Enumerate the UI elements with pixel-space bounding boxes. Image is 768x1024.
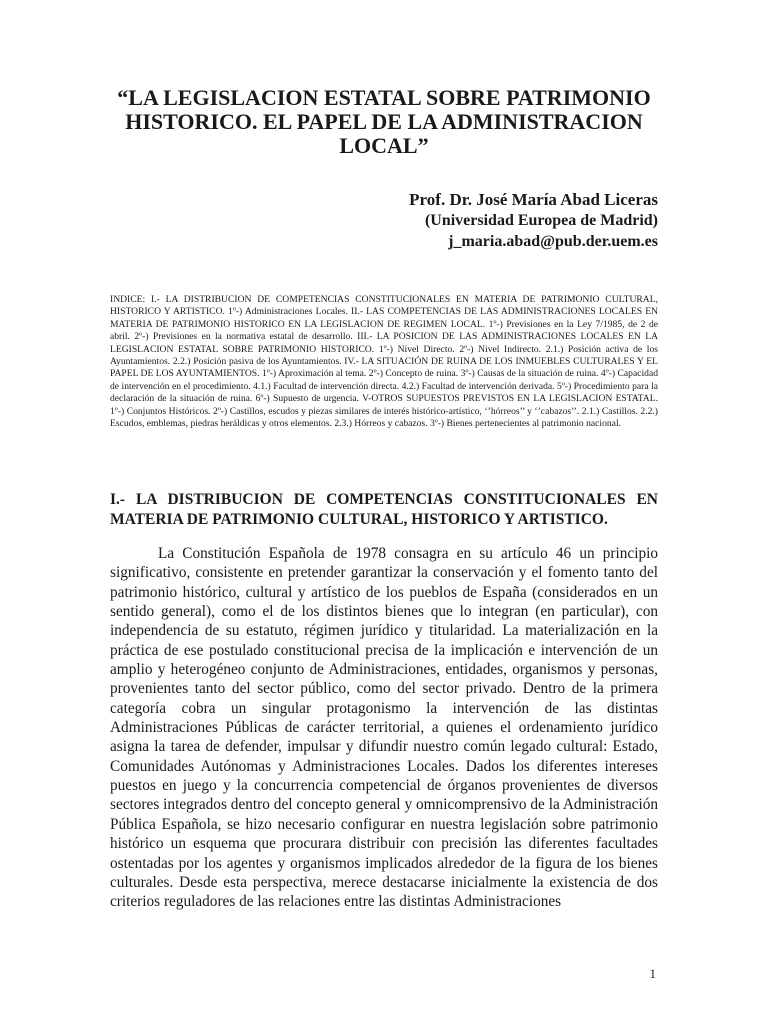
document-title: “LA LEGISLACION ESTATAL SOBRE PATRIMONIO HISTORICO. EL PAPEL DE LA ADMINISTRACION LOCAL” bbox=[117, 85, 651, 158]
author-block bbox=[409, 189, 658, 252]
table-of-contents: INDICE: I.- LA DISTRIBUCION DE COMPETENCIAS CONSTITUCIONALES EN MATERIA DE PATRIMONIO CULTURAL, HISTORICO Y ARTISTICO. 1º-) Administraciones Locales. II.- LAS COMPETENCIAS DE LAS ADMINISTRACIONES LOCALES EN MATERIA DE PATRIMONIO HISTORICO EN LA LEGISLACION DE REGIMEN LOCAL. 1º-) Previsiones en la Ley 7/1985, de 2 de abril. 2º-) Previsiones en la normativa estatal de desarrollo. III.- LA POSICION DE LAS ADMINISTRACIONES LOCALES EN LA LEGISLACION ESTATAL SOBRE PATRIMONIO HISTORICO. 1º-) Nivel Directo. 2º-) Nivel Indirecto. 2.1.) Posición activa de los Ayuntamientos. 2.2.) Posición pasiva de los Ayuntamientos. IV.- LA SITUACIÓN DE RUINA DE LOS INMUEBLES CULTURALES Y EL PAPEL DE LOS AYUNTAMIENTOS. 1º-) Aproximación al tema. 2º-) Concepto de ruina. 3º-) Causas de la situación de ruina. 4º-) Capacidad de intervención en el procedimiento. 4.1.) Facultad de intervención directa. 4.2.) Facultad de intervención derivada. 5º-) Procedimiento para la declaración de la situación de ruina. 6º-) Supuesto de urgencia. V-OTROS SUPUESTOS PREVISTOS EN LA LEGISLACION ESTATAL. 1º-) Conjuntos Históricos. 2º-) Castillos, escudos y piezas similares de interés histórico-artístico, ‘’hórreos’’ y ‘’cabazos’’. 2.1.) Castillos. 2.2.) Escudos, emblemas, piedras heráldicas y otros elementos. 2.3.) Hórreos y cabazos. 3º-) Bienes pertenecientes al patrimonio nacional. bbox=[110, 294, 658, 430]
section-heading: I.- LA DISTRIBUCION DE COMPETENCIAS CONSTITUCIONALES EN MATERIA DE PATRIMONIO CULTURAL, HISTORICO Y ARTISTICO. bbox=[110, 491, 658, 528]
page-number: 1 bbox=[649, 966, 656, 981]
author-affiliation: (Universidad Europea de Madrid) bbox=[424, 212, 658, 229]
author-name: Prof. Dr. José María Abad Liceras bbox=[409, 190, 658, 209]
author-email: j_maria.abad@pub.der.uem.es bbox=[448, 233, 658, 250]
body-paragraph: La Constitución Española de 1978 consagra en su artículo 46 un principio significativo, consistente en pretender garantizar la conservación y el fomento tanto del patrimonio histórico, cultural y artístico de los pueblos de España (considerados en un sentido general), como el de los distintos bienes que lo integran (en particular), con independencia de su estatuto, régimen jurídico y titularidad. La materialización en la práctica de ese postulado constitucional precisa de la implicación e intervención de un amplio y heterogéneo conjunto de Administraciones, entidades, organismos y personas, provenientes tanto del sector público, como del sector privado. Dentro de la primera categoría cobra un singular protagonismo la intervención de las distintas Administraciones Públicas de carácter territorial, a quienes el ordenamiento jurídico asigna la tarea de defender, impulsar y difundir nuestro común legado cultural: Estado, Comunidades Autónomas y Administraciones Locales. Dados los diferentes intereses puestos en juego y la concurrencia competencial de órganos provenientes de diversos sectores integrados dentro del concepto general y omnicomprensivo de la Administración Pública Española, se hizo necesario configurar en nuestra legislación sobre patrimonio histórico un esquema que procurara distribuir con precisión las diferentes facultades ostentadas por los agentes y organismos implicados alrededor de la figura de los bienes culturales. Desde esta perspectiva, merece destacarse inicialmente la existencia de dos criterios reguladores de las relaciones entre las distintas Administraciones bbox=[110, 545, 658, 911]
